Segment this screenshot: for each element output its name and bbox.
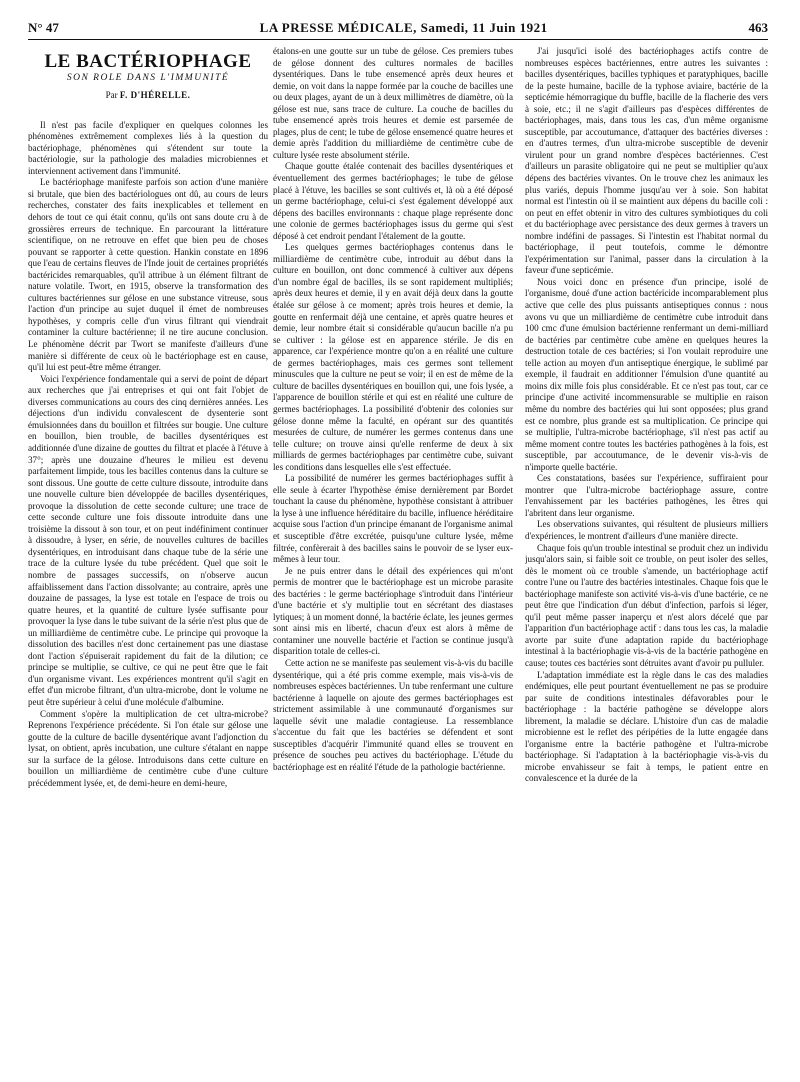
- paragraph: Comment s'opère la multiplication de cet ultra-microbe? Reprenons l'expérience précédente. Si l'on étale sur gélose une goutte de la culture de bacille dysentérique avant l'adjonction du lysat, on obtient, après incubation, une culture s'étalant en nappe sur la surface de la gélose. Introduisons dans cette culture en bouillon un milliardième de centimètre cube d'une culture précédemment lysée, et, de demi-heure en demi-heure,: [28, 708, 268, 788]
- journal-title: LA PRESSE MÉDICALE, Samedi, 11 Juin 1921: [259, 20, 548, 35]
- paragraph: Nous voici donc en présence d'un principe, isolé de l'organisme, doué d'une action bactéricide incomparablement plus active que celle des plus puissants antiseptiques connus : nous avons vu que un milliardième de centimètre cube introduit dans 100 cmc d'une émulsion bactérienne renfermant un demi-milliard de bactéries par centimètre cube amène en quelques heures la destruction totale de ces bactéries; si l'on voulait reproduire une telle action au moyen d'un antiseptique énergique, le sublimé par exemple, il faudrait en additionner l'émulsion d'une quantité au moins dix mille fois plus considérable. Et ce n'est pas tout, car ce principe d'une activité incommensurable se multiplie en raison même du nombre des bactéries qui lui sont opposées; plus grand est ce nombre, plus grande est sa multiplication. Ce principe qui se multiplie, l'ultra-microbe bactériophage, s'il n'est pas actif au même moment contre toutes les bactéries pathogènes à la fois, est susceptible, par accoutumance, de le devenir vis-à-vis de n'importe quelle bactérie.: [525, 276, 768, 472]
- paragraph: étalons-en une goutte sur un tube de gélose. Ces premiers tubes de gélose donnent des cultures normales de bacilles dysentériques. Dans le tube ensemencé après deux heures et demie, on voit dans la nappe formée par la couche de bacilles une ou deux plages, ayant de un à deux millimètres de diamètre, où la gélose est nue, sans trace de culture. La couche de bacilles du tube ensemencé après trois heures et demie est parsemée de plages, plus de cent; le tube de gélose ensemencé quatre heures et demie après l'addition du milliardième de centimètre cube de culture lysée reste absolument stérile.: [273, 46, 513, 160]
- running-header: [28, 20, 768, 40]
- paragraph: Chaque goutte étalée contenait des bacilles dysentériques et éventuellement des germes bactériophages; le tube de gélose placé à l'étuve, les bacilles se sont cultivés et, là où a été déposé un germe bactériophage, celui-ci s'est également développé aux dépens des bacilles environnants : chaque plage représente donc une colonie de germes bactériophages issus du germe qui s'est déposé à cet endroit pendant l'étalement de la goutte.: [273, 161, 513, 241]
- paragraph: Le bactériophage manifeste parfois son action d'une manière si brutale, que bien des bactériologues ont dû, au cours de leurs recherches, constater des faits inexplicables et tellement en dehors de tout ce qui était connu, qu'ils ont sans doute cru à de grossières erreurs de technique. En parcourant la littérature scientifique, on ne retrouve en effet que bien peu de choses pouvant se rapporter à cette question. Hankin constate en 1896 que l'eau de certains fleuves de l'Inde jouit de certaines propriétés bactéricides remarquables, qu'il attribue à un élément filtrant de nature volatile. Twort, en 1915, observe la transformation des cultures bactériennes sur gélose en une substance vitreuse, sous l'action d'un principe au sujet duquel il émet de nombreuses hypothèses, y compris celle d'un virus filtrant qui viendrait contaminer la culture bactérienne; il ne tire aucune conclusion. Le phénomène décrit par Twort se manifeste d'ailleurs d'une manière si différente de ceux où le bactériophage est en cause, qu'il lui est peut-être même étranger.: [28, 177, 268, 373]
- paragraph: Les quelques germes bactériophages contenus dans le milliardième de centimètre cube, introduit au début dans la culture en bouillon, ont donc commencé à cultiver aux dépens d'un nombre égal de bacilles, ils se sont rapidement multipliés; après deux heures et demie, il y en avait déjà deux dans la goutte étalée sur gélose à ce moment; après trois heures et demie, la goutte en renfermait déjà une centaine, et après quatre heures et demie, leur nombre était si considérable qu'aucun bacille n'a pu se cultiver : la gélose est en apparence stérile. Je dis en apparence, car l'expérience montre qu'on a en réalité une culture de germes bactériophages, mais ces germes sont tellement minuscules que la culture ne peut se voir; il en est de même de la culture de bacilles dysentériques en bouillon qui, une fois lysée, a l'apparence de bouillon stérile et qui est en réalité une culture de germes bactériophages. La possibilité d'obtenir des colonies sur gélose donne même la faculté, en opérant sur des quantités mesurées de culture, de numérer les germes contenus dans une telle culture; on trouve ainsi qu'elle renferme de deux à six milliards de germes bactériophages par centimètre cube, suivant les conditions dans lesquelles elle s'est effectuée.: [273, 242, 513, 472]
- column-2: [273, 46, 513, 1056]
- column-3: [525, 46, 768, 1056]
- paragraph: L'adaptation immédiate est la règle dans le cas des maladies endémiques, elle peut pourtant éventuellement ne pas se produire par suite de conditions intestinales défavorables pour le bactériophage : la bactérie pathogène se développe alors librement, la maladie se déclare. L'histoire d'un cas de maladie microbienne est le reflet des péripéties de la lutte engagée dans l'organisme entre la bactérie pathogène et l'ultra-microbe bactériophage. Si l'adaptation à la bactériophagie vis-à-vis du microbe envahisseur se fait à temps, le patient entre en convalescence et la durée de la: [525, 669, 768, 784]
- paragraph: Cette action ne se manifeste pas seulement vis-à-vis du bacille dysentérique, qui a été pris comme exemple, mais vis-à-vis de nombreuses espèces bactériennes. Un tube renfermant une culture bactérienne à laquelle on ajoute des germes bactériophages est strictement assimilable à une communauté d'organismes sur laquelle sévit une maladie contagieuse. La ressemblance s'accentue du fait que les bactéries se défendent et sont susceptibles d'acquérir l'immunité quand elles se trouvent en présence de souches peu actives du bactériophage. L'étude du bactériophage est en réalité l'étude de la pathologie bactérienne.: [273, 657, 513, 772]
- page-number: 463: [748, 20, 768, 35]
- issue-number: N° 47: [28, 20, 59, 35]
- paragraph: Les observations suivantes, qui résultent de plusieurs milliers d'expériences, le montrent d'ailleurs d'une manière directe.: [525, 519, 768, 541]
- author-name: F. D'HÉRELLE.: [119, 90, 191, 101]
- column-3-body: [525, 46, 768, 1056]
- article-title: LE BACTÉRIOPHAGE: [44, 51, 252, 72]
- paragraph: Je ne puis entrer dans le détail des expériences qui m'ont permis de montrer que le bactériophage est un microbe parasite des bactéries : le germe bactériophage s'introduit dans l'intérieur d'une bactérie et s'y multiplie tout en sécrétant des diastases lytiques; à un moment donné, la bactérie éclate, les jeunes germes sont ainsi mis en liberté, chacun d'eux est alors à même de contaminer une nouvelle bactérie et l'action se continue jusqu'à disparition totale de celles-ci.: [273, 565, 513, 657]
- author-prefix: Par: [105, 90, 118, 101]
- column-2-body: [273, 46, 513, 1056]
- column-1-body: [28, 120, 268, 1030]
- paragraph: Voici l'expérience fondamentale qui a servi de point de départ aux recherches que j'ai entreprises et qui ont fait l'objet de diverses communications au cours des cinq dernières années. Les déjections d'un individu convalescent de dysenterie sont émulsionnées dans du bouillon et filtrées sur bougie. Une culture en bouillon, bien trouble, de bacilles dysentériques est additionnée d'une dizaine de gouttes du filtrat et placée à l'étuve à 37°; après une douzaine d'heures le milieu est devenu parfaitement limpide, tous les bacilles contenus dans la culture se sont dissous. Une goutte de cette culture dissoute, introduite dans une nouvelle culture bien développée de bacilles dysentériques, provoque la dissolution de cette seconde culture; une trace de cette seconde culture une fois dissoute introduite dans une troisième la dissout à son tour, et on peut indéfiniment continuer à dissoudre, à lyser, en série, de nouvelles cultures de bacilles dysentériques, en introduisant dans chaque tube de la série une trace de la culture lysée du tube précédent. Quel que soit le nombre de passages successifs, on n'observe aucun affaiblissement dans l'action dissolvante; au contraire, après une douzaine de passages, la lyse est totale en l'espace de trois ou quatre heures, et la quantité de culture lysée suffisante pour provoquer la lyse dans le tube suivant de la série n'est plus que de un milliardième de centimètre cube. Le principe qui provoque la dissolution des bacilles n'est donc certainement pas une diastase dont l'action s'épuiserait rapidement du fait de la dilution; ce principe se multiplie, se cultive, ce qui ne peut être que le fait d'un organisme vivant. Les expériences montrent qu'il s'agit en effet d'un microbe filtrant, d'un ultra-microbe, dont le volume ne peut être supérieur à celui d'une molécule d'albumine.: [28, 373, 268, 707]
- header-rule: [28, 39, 768, 40]
- paragraph: La possibilité de numérer les germes bactériophages suffit à elle seule à écarter l'hypothèse émise dernièrement par Bordet touchant la cause du phénomène, hypothèse consistant à attribuer la lyse à une influence héréditaire du bacille, influence héréditaire acquise sous l'action d'un principe émanant de l'organisme animal et susceptible d'être excrétée, puisqu'une culture lysée, même filtrée, confèrerait à des bacilles sains le pouvoir de se lyser eux-mêmes à leur tour.: [273, 473, 513, 565]
- paragraph: J'ai jusqu'ici isolé des bactériophages actifs contre de nombreuses espèces bactériennes, entre autres les suivantes : bacilles dysentériques, bacilles typhiques et paratyphiques, bacille de la peste humaine, bacille de la typhose aviaire, bactérie de la septicémie hémorragique du buffle, bacille de la flacherie des vers à soie, etc.; il ne s'agit d'ailleurs pas d'espèces différentes de bactériophages, mais, dans tous les cas, d'un même organisme susceptible, par accoutumance, d'attaquer des bactéries diverses : en d'autres termes, d'un ultra-microbe susceptible de devenir virulent pour un grand nombre d'espèces bactériennes. C'est d'ailleurs un parasite obligatoire qui ne peut se multiplier qu'aux dépens des bactéries vivantes. On le trouve chez les animaux les plus variés, depuis l'homme jusqu'au ver à soie. Son habitat normal est l'intestin où il se maintient aux dépens du bacille coli : on peut en effet obtenir in vitro des cultures symbiotiques du coli et du bactériophage avec persistance des deux germes à travers un nombre indéfini de passages. Si l'intestin est l'habitat normal du bactériophage, il peut toutefois, comme le démontre l'expérimentation sur l'animal, passer dans la circulation à la faveur d'une septicémie.: [525, 46, 768, 276]
- article-author: [28, 90, 268, 102]
- article-subtitle: SON ROLE DANS L'IMMUNITÉ: [66, 72, 230, 83]
- column-1: [28, 46, 268, 1030]
- paragraph: Chaque fois qu'un trouble intestinal se produit chez un individu jusqu'alors sain, si faible soit ce trouble, on peut isoler des selles, dès le moment où ce trouble s'amende, un bactériophage actif contre l'une ou l'autre des bactéries intestinales. Chaque fois que le bactériophage manifeste son activité vis-à-vis d'une bactérie, ce ne peut être que l'indication d'un début d'infection, parfois si léger, qu'il peut même passer inaperçu et n'est alors décelé que par l'apparition d'un bactériophage actif : dans tous les cas, la maladie avorte par suite d'une adaptation rapide du bactériophage intestinal à la bactériophagie vis-à-vis de la bactérie pathogène en cause; toutes ces bactéries sont détruites avant d'avoir pu pulluler.: [525, 542, 768, 668]
- paragraph: Il n'est pas facile d'expliquer en quelques colonnes les phénomènes extrêmement complexes liés à la question du bactériophage, phénomènes qui s'étendent sur toute la bactériologie, sur la pathologie des maladies microbiennes et interviennent activement dans l'immunité.: [28, 119, 268, 176]
- paragraph: Ces constatations, basées sur l'expérience, suffiraient pour montrer que l'ultra-microbe bactériophage assure, contre l'envahissement par les bactéries pathogènes, les êtres qui l'abritent dans leur organisme.: [525, 473, 768, 518]
